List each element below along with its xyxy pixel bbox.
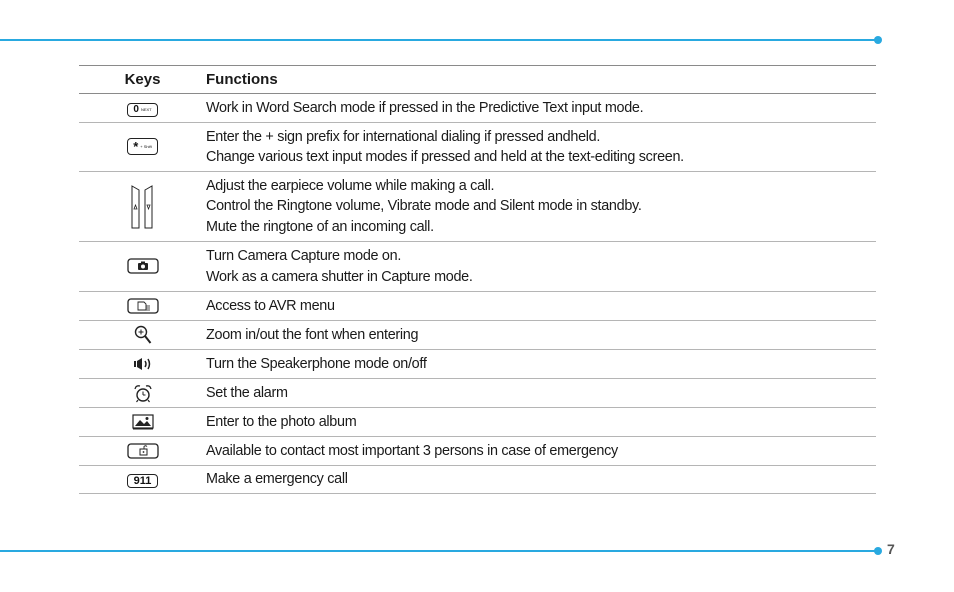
key-911-icon: 911: [127, 474, 158, 488]
function-text: Make a emergency call: [206, 471, 348, 488]
table-row: [79, 437, 876, 466]
zero-next-key-icon: 0 NEXT: [127, 103, 158, 117]
bottom-rule: [0, 550, 877, 552]
table-row: [79, 123, 876, 172]
avr-menu-key-icon: [127, 298, 159, 314]
star-key-icon: * + Shift: [127, 138, 158, 155]
table-row: [79, 94, 876, 123]
function-text: Set the alarm: [206, 384, 288, 401]
keys-functions-table: [79, 65, 876, 494]
function-text: Mute the ringtone of an incoming call.: [206, 218, 434, 235]
top-rule-dot: [874, 36, 882, 44]
function-text: Enter to the photo album: [206, 413, 357, 430]
function-text: Enter the + sign prefix for international dialing if pressed andheld.: [206, 128, 601, 145]
bottom-rule-dot: [874, 547, 882, 555]
table-row: [79, 292, 876, 321]
zoom-icon: [134, 325, 152, 345]
function-text: Control the Ringtone volume, Vibrate mode and Silent mode in standby.: [206, 198, 642, 215]
function-text: Access to AVR menu: [206, 297, 335, 314]
function-text: Turn Camera Capture mode on.: [206, 248, 402, 264]
table-row: [79, 466, 876, 494]
table-row: [79, 350, 876, 379]
function-text: Work in Word Search mode if pressed in the Predictive Text input mode.: [206, 99, 644, 116]
function-text: Turn the Speakerphone mode on/off: [206, 355, 427, 372]
camera-key-icon: [127, 258, 159, 274]
function-text: Change various text input modes if pressed and held at the text-editing screen.: [206, 149, 684, 165]
table-row: [79, 379, 876, 408]
functions-column-header: Functions: [206, 66, 876, 94]
emergency-contact-key-icon: [127, 443, 159, 459]
page-number: 7: [887, 541, 895, 557]
table-row: [79, 408, 876, 437]
alarm-clock-icon: [133, 384, 153, 403]
function-text: Work as a camera shutter in Capture mode.: [206, 268, 473, 285]
table-row: [79, 321, 876, 350]
photo-album-icon: [132, 414, 154, 430]
speakerphone-icon: [133, 357, 153, 371]
function-text: Zoom in/out the font when entering: [206, 326, 419, 343]
keys-column-header: Keys: [79, 66, 206, 94]
table-header-row: [79, 66, 876, 94]
table-row: [79, 242, 876, 292]
volume-side-keys-icon: [130, 184, 156, 230]
function-text: Adjust the earpiece volume while making a call.: [206, 177, 495, 194]
top-rule: [0, 39, 877, 41]
table-row: [79, 172, 876, 242]
function-text: Available to contact most important 3 persons in case of emergency: [206, 442, 618, 459]
